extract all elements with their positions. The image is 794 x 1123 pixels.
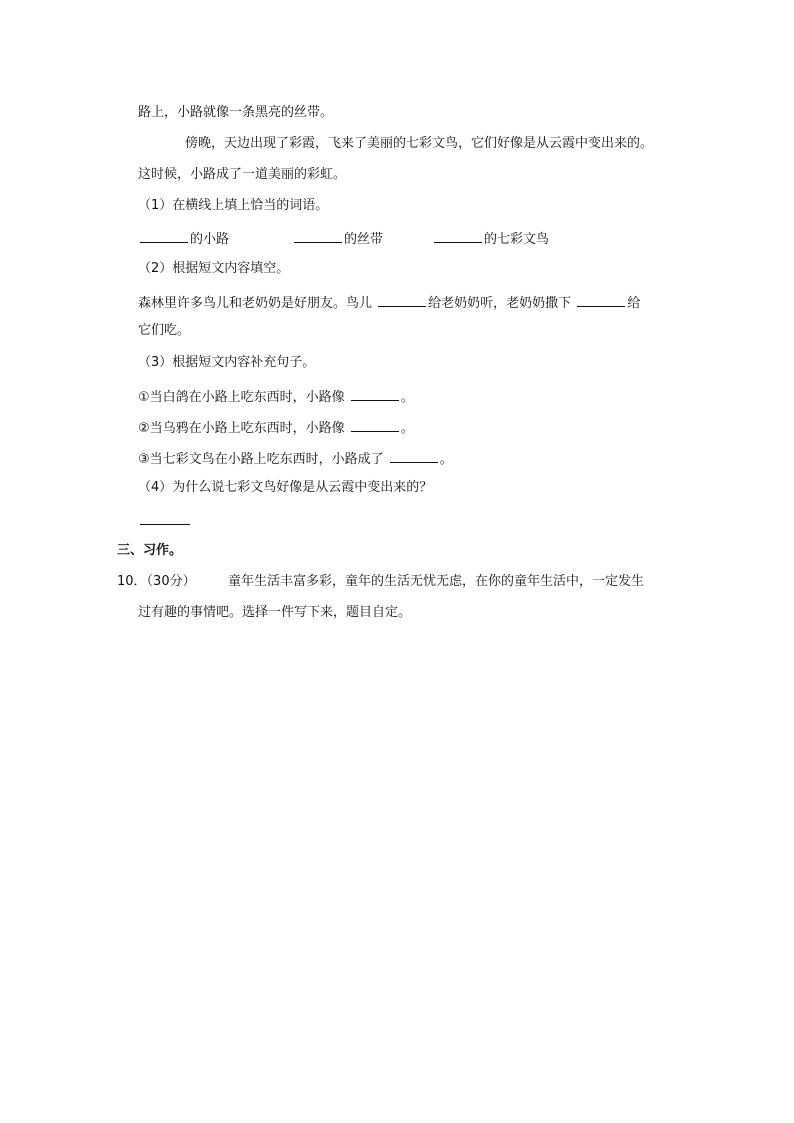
q3-item-text: ③当七彩文鸟在小路上吃东西时，小路成了 (138, 452, 384, 467)
answer-blank[interactable] (294, 228, 342, 243)
q1-item-label: 的七彩文鸟 (484, 232, 550, 247)
q3-item-end: 。 (400, 390, 414, 405)
q4-prompt: （4）为什么说七彩文鸟好像是从云霞中变出来的？ (138, 480, 433, 495)
q3-item-text: ①当白鸽在小路上吃东西时，小路像 (138, 390, 345, 405)
q2-text-c: 给 (627, 296, 641, 311)
q1-item-2 (292, 228, 383, 249)
answer-blank[interactable] (351, 386, 399, 401)
q10-number: 10．（30分） (117, 574, 196, 589)
section-heading: 三、习作。 (117, 543, 183, 558)
q1-item-label: 的小路 (190, 232, 230, 247)
q3-item-2 (138, 417, 414, 438)
passage-line-2: 傍晚，天边出现了彩霞，飞来了美丽的七彩文鸟，它们好像是从云霞中变出来的。 (185, 136, 654, 151)
passage-line-1: 路上，小路就像一条黑亮的丝带。 (138, 105, 334, 120)
q3-prompt: （3）根据短文内容补充句子。 (138, 355, 316, 370)
q3-item-text: ②当乌鸦在小路上吃东西时，小路像 (138, 421, 345, 436)
q2-text-a: 森林里许多鸟儿和老奶奶是好朋友。鸟儿 (138, 296, 373, 311)
q2-prompt: （2）根据短文内容填空。 (138, 261, 290, 276)
q10-text-line-2: 过有趣的事情吧。选择一件写下来，题目自定。 (138, 605, 412, 620)
passage-line-3: 这时候，小路成了一道美丽的彩虹。 (138, 167, 347, 182)
q1-prompt: （1）在横线上填上恰当的词语。 (138, 198, 329, 213)
q3-item-end: 。 (400, 421, 414, 436)
q2-line-2: 它们吃。 (138, 323, 191, 338)
q2-text-b: 给老奶奶听，老奶奶撒下 (428, 296, 572, 311)
q1-item-3 (432, 228, 549, 249)
q1-item-label: 的丝带 (344, 232, 384, 247)
answer-blank[interactable] (577, 292, 625, 307)
q3-item-end: 。 (439, 452, 453, 467)
q3-item-1 (138, 386, 414, 407)
q4-answer-line (138, 510, 192, 531)
answer-blank[interactable] (378, 292, 426, 307)
q1-item-1 (138, 228, 229, 249)
answer-blank[interactable] (351, 417, 399, 432)
q3-item-3 (138, 448, 453, 469)
answer-blank[interactable] (140, 510, 190, 525)
q10-text-line-1: 童年生活丰富多彩，童年的生活无忧无虑，在你的童年生活中，一定发生 (228, 574, 645, 589)
answer-blank[interactable] (434, 228, 482, 243)
answer-blank[interactable] (140, 228, 188, 243)
answer-blank[interactable] (390, 448, 438, 463)
q2-line-1 (138, 292, 640, 313)
